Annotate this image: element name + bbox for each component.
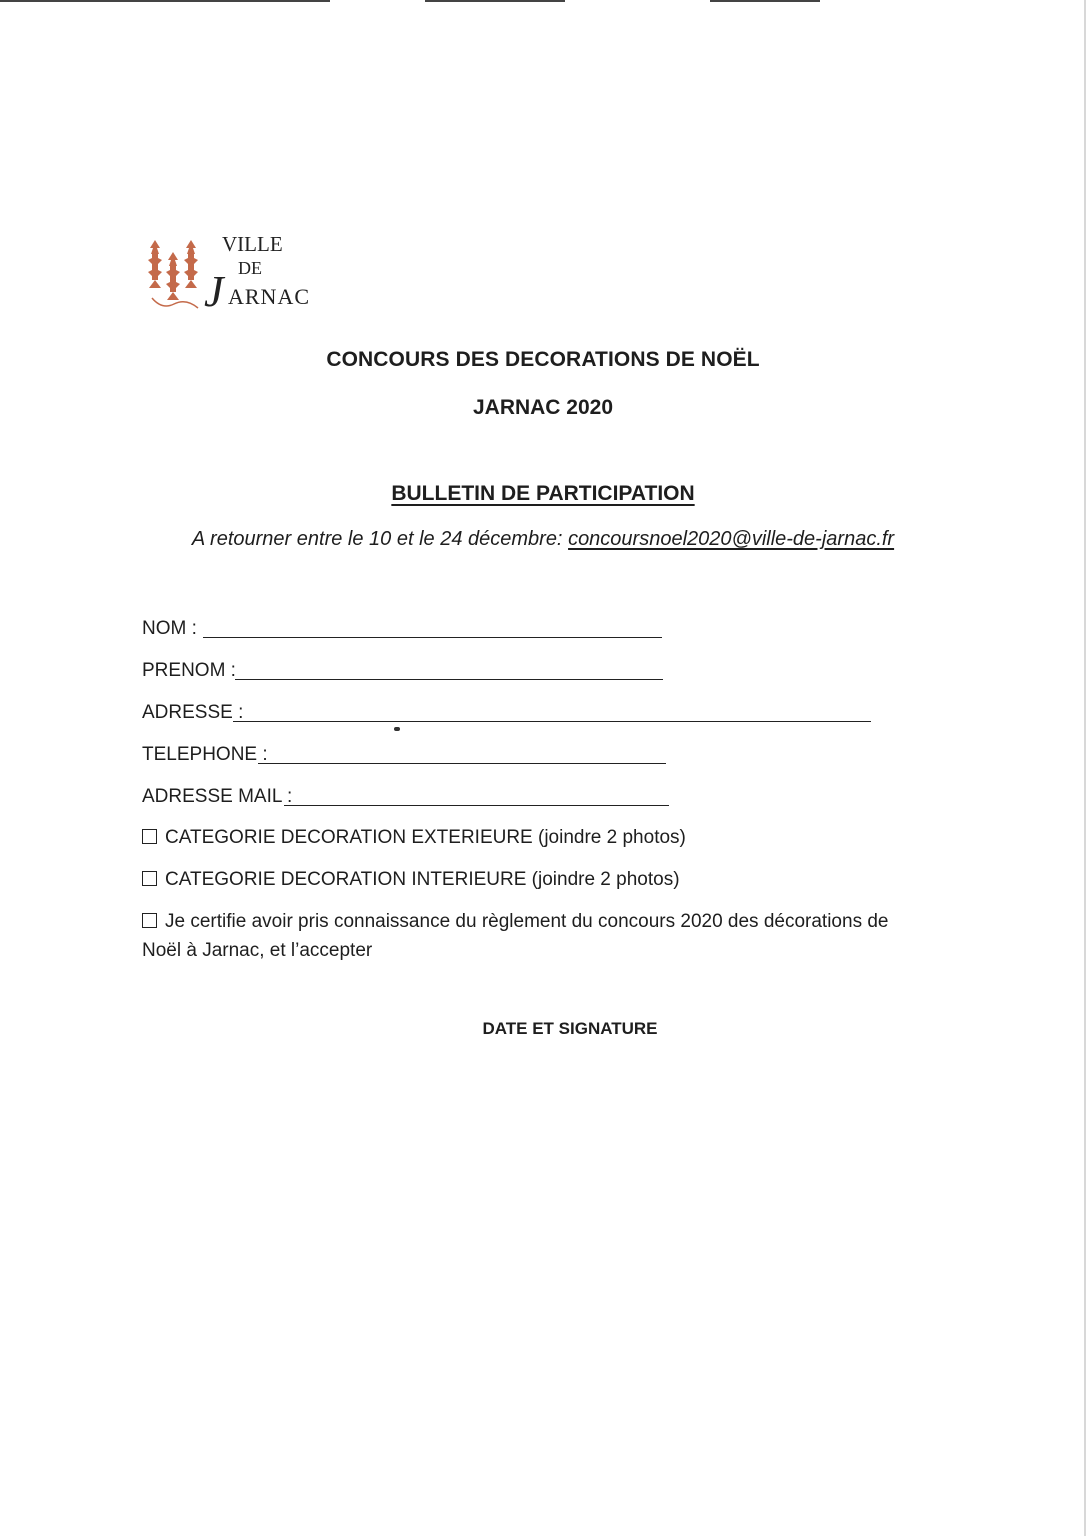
form-title: BULLETIN DE PARTICIPATION <box>391 482 695 505</box>
scan-edge-mark <box>425 0 565 2</box>
telephone-label: TELEPHONE : <box>142 744 268 765</box>
adresse-label: ADRESSE : <box>142 702 244 723</box>
logo-text-initial: J <box>204 267 224 316</box>
scan-speck <box>394 727 400 731</box>
fish-emblem-icon <box>142 234 212 324</box>
return-email-link[interactable]: concoursnoel2020@ville-de-jarnac.fr <box>568 528 895 550</box>
adresse-input-line[interactable] <box>233 721 871 722</box>
scan-edge-mark <box>710 0 820 2</box>
return-instructions <box>0 528 1086 551</box>
date-signature-label: DATE ET SIGNATURE <box>482 1019 658 1038</box>
telephone-input-line[interactable] <box>258 763 666 764</box>
year-heading: JARNAC 2020 <box>472 396 614 419</box>
prenom-label: PRENOM : <box>142 660 236 681</box>
option-exterieure[interactable] <box>142 823 686 852</box>
ville-de-jarnac-logo <box>140 228 320 324</box>
option-interieure[interactable] <box>142 865 680 894</box>
option-certify[interactable] <box>142 907 902 965</box>
return-note: A retourner entre le 10 et le 24 décembre: <box>191 528 569 550</box>
option-interieure-label: CATEGORIE DECORATION INTERIEURE (joindre 2 photos) <box>165 869 680 890</box>
logo-text-de: DE <box>238 258 262 278</box>
mail-label: ADRESSE MAIL : <box>142 786 293 807</box>
checkbox-exterieure[interactable] <box>142 829 157 844</box>
checkbox-certify[interactable] <box>142 913 157 928</box>
page-title: CONCOURS DES DECORATIONS DE NOËL <box>326 348 760 371</box>
option-certify-label: Je certifie avoir pris connaissance du règlement du concours 2020 des décorations de Noël à Jarnac, et l’accepter <box>142 911 889 961</box>
scan-edge-mark <box>0 0 330 2</box>
checkbox-interieure[interactable] <box>142 871 157 886</box>
logo-text-jarnac: ARNAC <box>228 284 311 309</box>
nom-input-line[interactable] <box>203 637 662 638</box>
mail-input-line[interactable] <box>284 805 669 806</box>
logo-text-ville: VILLE <box>222 232 283 256</box>
nom-label: NOM : <box>142 618 197 639</box>
prenom-input-line[interactable] <box>235 679 663 680</box>
option-exterieure-label: CATEGORIE DECORATION EXTERIEURE (joindre 2 photos) <box>165 827 686 848</box>
